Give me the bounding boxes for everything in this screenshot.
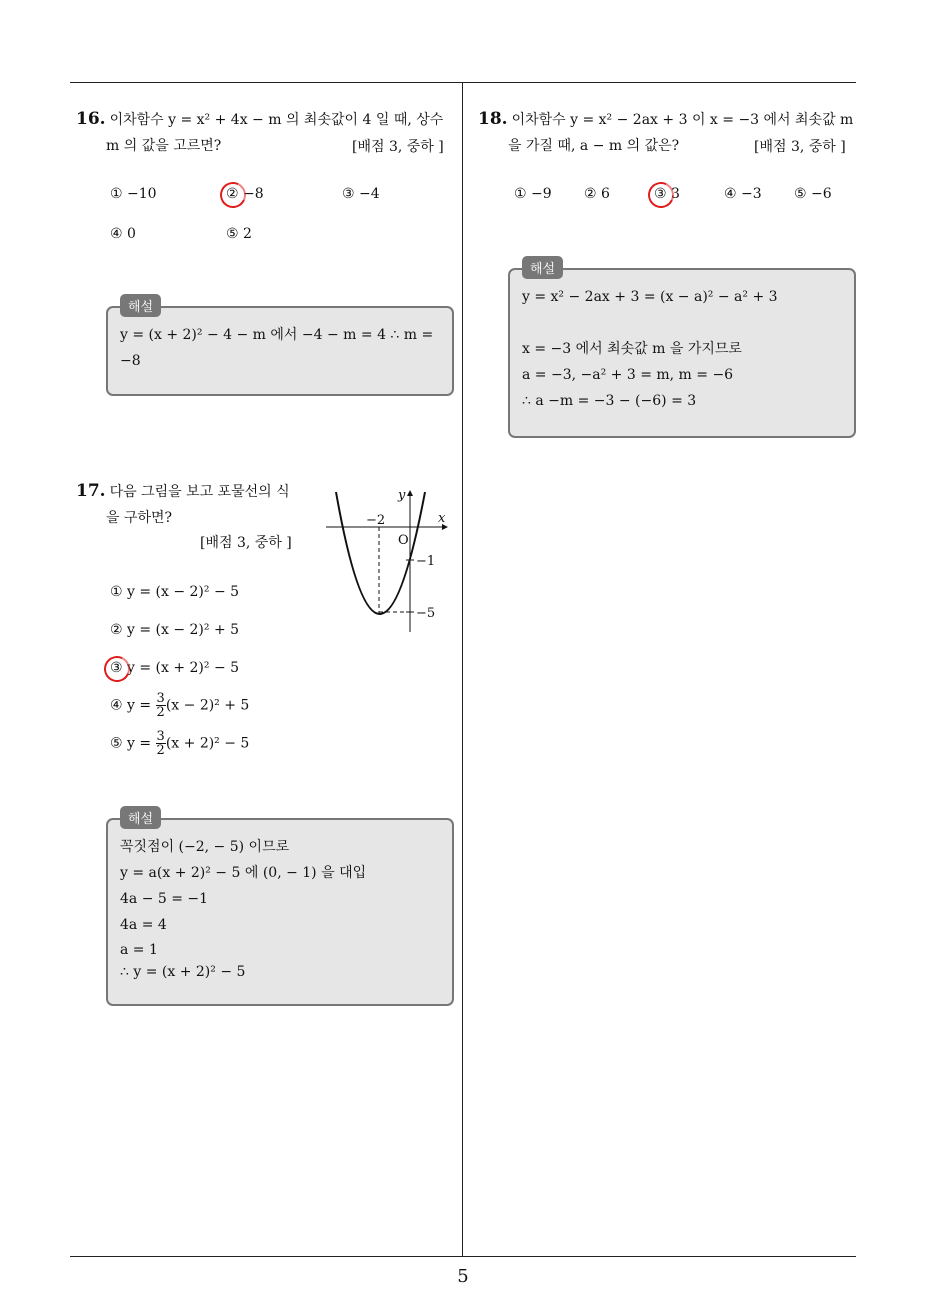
q18-option-4[interactable]: ④ −3 [724, 186, 762, 202]
q16-option-2[interactable]: ② −8 [226, 186, 264, 202]
q17-option-3[interactable]: ③ y = (x + 2)² − 5 [110, 660, 240, 676]
q17-solution-line: 4a − 5 = −1 [120, 891, 209, 907]
graph-x-label: x [438, 511, 446, 526]
graph-tick-x: −2 [366, 513, 386, 528]
q17-option-1[interactable]: ① y = (x − 2)² − 5 [110, 584, 240, 600]
q16-option-1[interactable]: ① −10 [110, 186, 157, 202]
q18-solution-tag: 해설 [522, 256, 563, 279]
question-18-number: 18. [478, 109, 508, 129]
q16-option-4[interactable]: ④ 0 [110, 226, 136, 242]
q18-answer-circle-mark [644, 178, 677, 211]
graph-origin-label: O [398, 533, 409, 548]
graph-tick-y1: −1 [416, 554, 436, 569]
top-rule [70, 82, 856, 83]
q16-answer-circle-mark [216, 178, 249, 211]
question-16-line2: m 의 값을 고르면? [106, 138, 222, 154]
question-17-number: 17. [76, 481, 106, 501]
q18-solution-line: x = −3 에서 최솟값 m 을 가지므로 [522, 341, 742, 357]
q16-option-3[interactable]: ③ −4 [342, 186, 380, 202]
question-18-line1: 18. 이차함수 y = x² − 2ax + 3 이 x = −3 에서 최솟값 m [478, 109, 854, 129]
q18-solution-line: y = x² − 2ax + 3 = (x − a)² − a² + 3 [522, 289, 778, 305]
q18-solution-line: ∴ a −m = −3 − (−6) = 3 [522, 393, 697, 409]
q17-option-2[interactable]: ② y = (x − 2)² + 5 [110, 622, 240, 638]
graph-y-label: y [398, 488, 406, 503]
question-18-meta: [배점 3, 중하 ] [754, 139, 846, 155]
q16-solution-box [106, 306, 454, 396]
q17-solution-line: 4a = 4 [120, 917, 167, 933]
fraction: $\frac{3}{2}$ [156, 729, 165, 758]
question-16-line1: 16. 이차함수 y = x² + 4x − m 의 최솟값이 4 일 때, 상수 [76, 109, 444, 129]
q17-option-5[interactable]: ⑤ y = $\frac{3}{2}$ (x + 2)² − 5 [110, 729, 250, 758]
bottom-rule [70, 1256, 856, 1257]
parabola-graph [322, 486, 452, 636]
question-18-line2: 을 가질 때, a − m 의 값은? [508, 138, 680, 154]
q17-solution-line: ∴ y = (x + 2)² − 5 [120, 964, 246, 980]
q16-solution-line: y = (x + 2)² − 4 − m 에서 −4 − m = 4 ∴ m = [120, 327, 434, 343]
q18-option-1[interactable]: ① −9 [514, 186, 552, 202]
q16-solution-line: −8 [120, 353, 141, 369]
q16-option-5[interactable]: ⑤ 2 [226, 226, 252, 242]
q17-solution-tag: 해설 [120, 806, 161, 829]
question-16-number: 16. [76, 109, 106, 129]
column-divider [462, 82, 463, 1256]
q16-solution-tag: 해설 [120, 294, 161, 317]
question-17-line2: 을 구하면? [106, 510, 173, 526]
q18-option-3[interactable]: ③ 3 [654, 186, 680, 202]
y-axis-arrow-icon [407, 490, 413, 496]
q18-option-5[interactable]: ⑤ −6 [794, 186, 832, 202]
parabola-curve [336, 492, 425, 614]
q17-solution-line: 꼭짓점이 (−2, − 5) 이므로 [120, 839, 290, 855]
question-17-meta: [배점 3, 중하 ] [200, 535, 292, 551]
q17-solution-line: a = 1 [120, 942, 158, 958]
q17-option-4[interactable]: ④ y = $\frac{3}{2}$ (x − 2)² + 5 [110, 691, 250, 720]
question-17-line1: 17. 다음 그림을 보고 포물선의 식 [76, 481, 290, 501]
fraction: $\frac{3}{2}$ [156, 691, 165, 720]
question-17 [76, 478, 316, 531]
q18-solution-line: a = −3, −a² + 3 = m, m = −6 [522, 367, 734, 383]
q18-solution-box [508, 268, 856, 438]
q17-solution-box [106, 818, 454, 1006]
page-number: 5 [457, 1266, 469, 1287]
q17-solution-line: y = a(x + 2)² − 5 에 (0, − 1) 을 대입 [120, 865, 367, 881]
question-16-meta: [배점 3, 중하 ] [352, 139, 444, 155]
graph-tick-y2: −5 [416, 606, 436, 621]
q17-answer-circle-mark [100, 652, 133, 685]
q18-solution-line [522, 310, 842, 336]
q18-option-2[interactable]: ② 6 [584, 186, 610, 202]
